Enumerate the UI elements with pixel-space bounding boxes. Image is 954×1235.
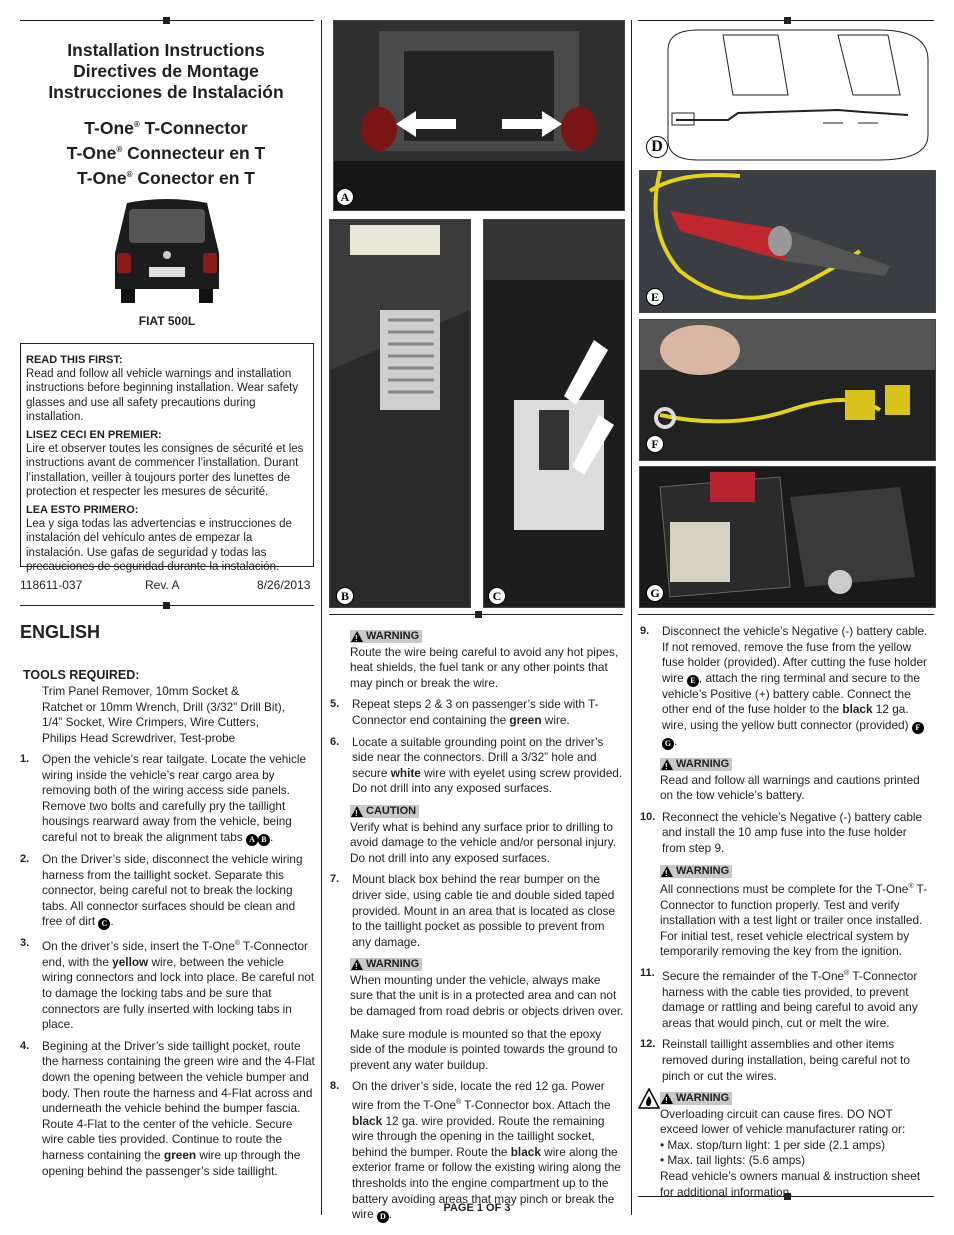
figure-ref-g: G (662, 738, 674, 750)
wire-color-black: black (352, 1113, 383, 1128)
tools-line: 1/4” Socket, Wire Crimpers, Wire Cutters, (42, 715, 259, 730)
step-3-text: On the driver’s side, insert the T-One (42, 939, 235, 954)
figure-label-c: C (488, 587, 506, 605)
step-1-text: Open the vehicle’s rear tailgate. Locate the vehicle wiring inside the vehicle’s rear cargo area by removing both of the wiring access side panels. Remove two bolts and carefully pry the taillight housings rearward away from the vehicle, being careful not to break the alignment tabs (42, 752, 307, 844)
step-8-text: 12 ga. wire provided. Route the remaining wire through the opening in the taillight socket, behind the bumper. Route the (352, 1113, 605, 1159)
warning-triangle-icon (661, 866, 673, 877)
step-7 (330, 872, 625, 950)
mid-rule-right (638, 614, 934, 615)
figure-label-d: D (646, 136, 668, 158)
step-12-text: Reinstall taillight assemblies and other items removed during installation, being careful not to pinch or cut the wires. (662, 1037, 910, 1083)
step-7-text: Mount black box behind the rear bumper on the driver side, using cable tie and double sided taped provided. Mount in an area that is located as close to the taillight pocket as possible to prevent from any damage. (352, 872, 615, 949)
warning-triangle-icon (351, 631, 363, 642)
figure-ref-f: F (912, 722, 924, 734)
product-line-es: T-One® Conector en T (76, 167, 255, 188)
figure-ref-c: C (98, 918, 110, 930)
diagram-d-routing (638, 20, 934, 170)
step-4 (20, 1039, 315, 1179)
warning-label: ! WARNING (660, 1092, 732, 1105)
photo-g-battery (639, 466, 936, 608)
step-4-text: Begining at the Driver’s side taillight pocket, route the harness containing the green wire and the 4-Flat down the opening between the vehicle bumper and body. Then route the harness and 4-Flat across and underneath the vehicle behind the bumper fascia. Route 4-Flat to the center of the vehicle. Secure wire cable ties provided. Continue to route the harness containing the (42, 1038, 315, 1162)
read-first-heading-en: READ THIS FIRST: (26, 354, 123, 366)
step-number: 5. (330, 698, 340, 711)
tools-list (42, 684, 312, 746)
warning-text: Read vehicle’s owners manual & instruction sheet for additional information. (660, 1169, 921, 1199)
read-first-text-es: Lea y siga todas las advertencias e instrucciones de instalación del vehículo antes de empezar la instalación. Use gafas de seguridad y todas las precauciones de seguridad durante la instalación. (26, 518, 292, 573)
section-heading-english: ENGLISH (20, 622, 101, 642)
warning-text: Route the wire being careful to avoid any hot pipes, heat shields, the fuel tank or any other points that may pinch or break the wire. (350, 644, 619, 690)
figure-ref-d: D (377, 1211, 389, 1223)
step-number: 9. (640, 625, 650, 637)
product-line-en: T-One® T-Connector (84, 117, 248, 138)
photo-b-cargo-panel (329, 219, 471, 608)
steps-column-left (20, 752, 315, 1185)
warning-text: When mounting under the vehicle, always make sure that the unit is in a protected area and can not be damaged from road debris or objects driven over. (350, 972, 624, 1019)
step-10-text: Reconnect the vehicle’s Negative (-) battery cable and install the 10 amp fuse into the fuse holder from step 9. (662, 809, 923, 855)
read-first-heading-es: LEA ESTO PRIMERO: (26, 504, 139, 517)
fire-icon (638, 1088, 660, 1110)
step-9: 9. Disconnect the vehicle’s Negative (-) battery cable. If not removed, remove the fuse from the yellow fuse holder (provided). After cutting the fuse holder wire E , attach the ring terminal and secure to the vehicle’s Positive (+) battery cable. Connect the other end of the fuse holder to the black 12 ga. wire, using the yellow butt connector (provided) FG . (640, 624, 928, 748)
warning-label: ! WARNING (660, 758, 732, 771)
step-6-text: wire with eyelet using screw provided. Do not drill into any exposed surfaces. (352, 765, 623, 796)
warning-block (660, 756, 932, 804)
step-11-text: Secure the remainder of the T-One (662, 968, 845, 983)
warning-triangle-icon (351, 959, 363, 970)
mid-rule-left-marker (163, 602, 170, 609)
photo-e-cutting-fuse-wire (639, 170, 936, 313)
step-number: 1. (20, 753, 30, 765)
step-number: 8. (330, 1080, 340, 1093)
figure-label-a: A (336, 188, 354, 206)
read-first-heading-fr: LISEZ CECI EN PREMIER: (26, 429, 162, 442)
figure-label-g: G (646, 584, 664, 602)
warning-text-part: All connections must be complete for the T-One (660, 882, 909, 897)
mid-rule-center-marker (475, 611, 482, 618)
warning-block (350, 628, 625, 691)
warning-label: ! WARNING (660, 865, 732, 878)
caution-text: Verify what is behind any surface prior to drilling to avoid damage to the vehicle and/or personal injury. Do not drill into any exposed surfaces. (350, 819, 617, 865)
warning-text: Read and follow all warnings and cautions printed on the tow vehicle’s battery. (660, 772, 920, 803)
step-11-text: T-Connector harness with the cable ties provided, to prevent damage or rattling and being careful to avoid any areas that would pinch, cut or melt the wire. (662, 968, 918, 1030)
read-first-text-fr: Lire et observer toutes les consignes de sécurité et les instructions avant de commencer l’installation. Durant l’installation, veiller à toujours porter des lunettes de protection et respecter les mesures de sécurité. (26, 443, 304, 498)
step-number: 4. (20, 1039, 30, 1052)
step-8-text: wire along the exterior frame or follow the existing wiring along the thresholds into the engine compartment up to the battery avoiding areas that may pinch or break the wire (352, 1144, 621, 1222)
figure-ref-b: B (258, 834, 270, 846)
photo-f-ring-terminal (639, 319, 936, 461)
read-first-text-en: Read and follow all vehicle warnings and installation instructions before beginning installation. Wear safety glasses and use all safety precautions during installation. (26, 368, 299, 423)
doc-date: 8/26/2013 (257, 578, 311, 592)
step-number: 11. (640, 967, 655, 980)
registered-mark: ® (908, 883, 914, 891)
title-line-es: Instrucciones de Instalación (48, 82, 284, 102)
steps-column-middle (330, 624, 625, 1229)
warning-block (660, 863, 932, 960)
step-2-text: On the Driver’s side, disconnect the vehicle wiring harness from the taillight socket. Separate this connector, being careful not to break the locking tabs. All connector surfaces should be clean and free of dirt (42, 851, 303, 929)
title-block (20, 40, 312, 188)
wire-color-white: white (390, 765, 421, 780)
wire-color-green: green (509, 712, 542, 727)
column-divider-left (321, 20, 322, 1215)
registered-mark: ® (844, 970, 850, 978)
warning-label: ! WARNING (350, 958, 422, 971)
product-line-fr: T-One® Connecteur en T (66, 142, 266, 163)
title-line-fr: Directives de Montage (73, 61, 259, 81)
step-number: 10. (640, 810, 656, 823)
wire-color-black: black (842, 702, 873, 717)
warning-text: Overloading circuit can cause fires. DO NOT exceed lower of vehicle manufacturer rating or: (660, 1106, 906, 1137)
steps-column-right (640, 624, 932, 1200)
figure-label-b: B (336, 587, 354, 605)
wire-color-yellow: yellow (112, 954, 149, 969)
step-6 (330, 735, 625, 797)
tools-line: Philips Head Screwdriver, Test-probe (42, 730, 236, 745)
warning-block (350, 956, 625, 1073)
vehicle-photo (107, 193, 227, 307)
step-11 (640, 966, 932, 1031)
warning-label: ! WARNING (350, 630, 422, 643)
figure-label-f: F (646, 435, 664, 453)
tools-line: Ratchet or 10mm Wrench, Drill (3/32” Drill Bit), (42, 699, 285, 714)
step-9-text: 12 ga. wire, using the yellow butt connector (provided) (662, 702, 909, 732)
warning-bullet: • Max. tail lights: (5.6 amps) (660, 1153, 806, 1168)
step-number: 7. (330, 873, 340, 886)
vehicle-caption: FIAT 500L (138, 314, 196, 328)
step-8-text: T-Connector box. Attach the (461, 1097, 611, 1112)
warning-text (660, 879, 932, 960)
step-5-text: Repeat steps 2 & 3 on passenger’s side with T-Connector end containing the (352, 697, 599, 727)
step-6-text: Locate a suitable grounding point on the driver’s side near the connectors. Drill a 3/32” hole and secure (352, 734, 604, 780)
step-10 (640, 810, 932, 857)
step-4-text: wire up through the opening behind the passenger’s side taillight. (42, 1147, 301, 1178)
warning-triangle-icon (661, 759, 673, 770)
step-8-text: On the driver’s side, locate the red 12 ga. Power wire from the T-One (352, 1079, 605, 1112)
step-3-text: wire, between the vehicle wiring connectors and lock into place. Be careful not to damage the locking tabs and be sure that connectors are fully inserted with locking tabs in place. (42, 954, 315, 1032)
title-line-en: Installation Instructions (67, 40, 265, 60)
photo-c-taillight-socket (483, 219, 625, 608)
registered-mark: ® (456, 1099, 462, 1107)
part-number: 118611-037 (20, 578, 83, 592)
column-divider-right (631, 20, 632, 1215)
step-number: 3. (20, 937, 30, 950)
figure-ref-a: A (246, 834, 258, 846)
step-8: 8. On the driver’s side, locate the red 12 ga. Power wire from the T-One® T-Connector box. Attach the black 12 ga. wire provided. Route the remaining wire through the opening in the taillight socket, behind the bumper. Route the black wire along the exterior frame or follow the existing wiring along the thresholds into the engine compartment up to the battery avoiding areas that may pinch or break the wire D . (330, 1079, 621, 1222)
step-9-text: Disconnect the vehicle’s Negative (-) battery cable. If not removed, remove the fuse from the yellow fuse holder (provided). After cutting the fuse holder wire (662, 624, 928, 685)
warning-bullet: • Max. stop/turn light: 1 per side (2.1 amps) (660, 1137, 886, 1152)
warning-text: Make sure module is mounted so that the epoxy side of the module is pointed towards the ground to prevent any water buildup. (350, 1026, 618, 1072)
page-number: PAGE 1 OF 3 (443, 1202, 511, 1214)
tools-heading: TOOLS REQUIRED: (23, 668, 140, 682)
step-number: 2. (20, 852, 30, 865)
step-number: 12. (640, 1038, 656, 1051)
figure-label-e: E (646, 288, 664, 306)
step-2: 2. On the Driver’s side, disconnect the vehicle wiring harness from the taillight socket. Separate this connector, being careful not to break the locking tabs. All connector surfaces should be clean and free of dirt C . (20, 851, 303, 929)
step-3 (20, 936, 315, 1032)
top-rule-marker (163, 17, 170, 24)
read-first-box (20, 343, 314, 573)
step-1: 1. Open the vehicle’s rear tailgate. Locate the vehicle wiring inside the vehicle’s rear cargo area by removing both of the wiring access side panels. Remove two bolts and carefully pry the taillight housings rearward away from the vehicle, being careful not to break the alignment tabs A B . (20, 752, 307, 844)
step-number: 6. (330, 735, 340, 748)
figure-ref-e: E (687, 675, 699, 687)
wire-color-green: green (163, 1147, 197, 1162)
caution-block (350, 803, 625, 866)
step-12 (640, 1037, 932, 1084)
revision: Rev. A (145, 578, 180, 592)
warning-text-part: T-Connector to function properly. Test and verify installation with a test light or trailer once installed. For initial test, reset vehicle electrical system by temporarily removing the key from the ignition. (660, 882, 928, 959)
caution-label: ! CAUTION (350, 805, 419, 818)
step-5-text: wire. (541, 712, 570, 727)
tools-line: Trim Panel Remover, 10mm Socket & (42, 684, 239, 698)
step-5 (330, 697, 625, 728)
step-9-text: , attach the ring terminal and secure to the vehicle’s Positive (+) battery cable. Connect the other end of the fuse holder to the (662, 670, 920, 717)
fire-warning-block (660, 1090, 932, 1200)
step-3-text: T-Connector end, with the (42, 939, 308, 969)
wire-color-black: black (510, 1144, 541, 1159)
registered-mark: ® (234, 940, 240, 948)
photo-a-tailgate (333, 20, 625, 211)
warning-triangle-icon (351, 806, 363, 817)
warning-triangle-icon (661, 1093, 673, 1104)
